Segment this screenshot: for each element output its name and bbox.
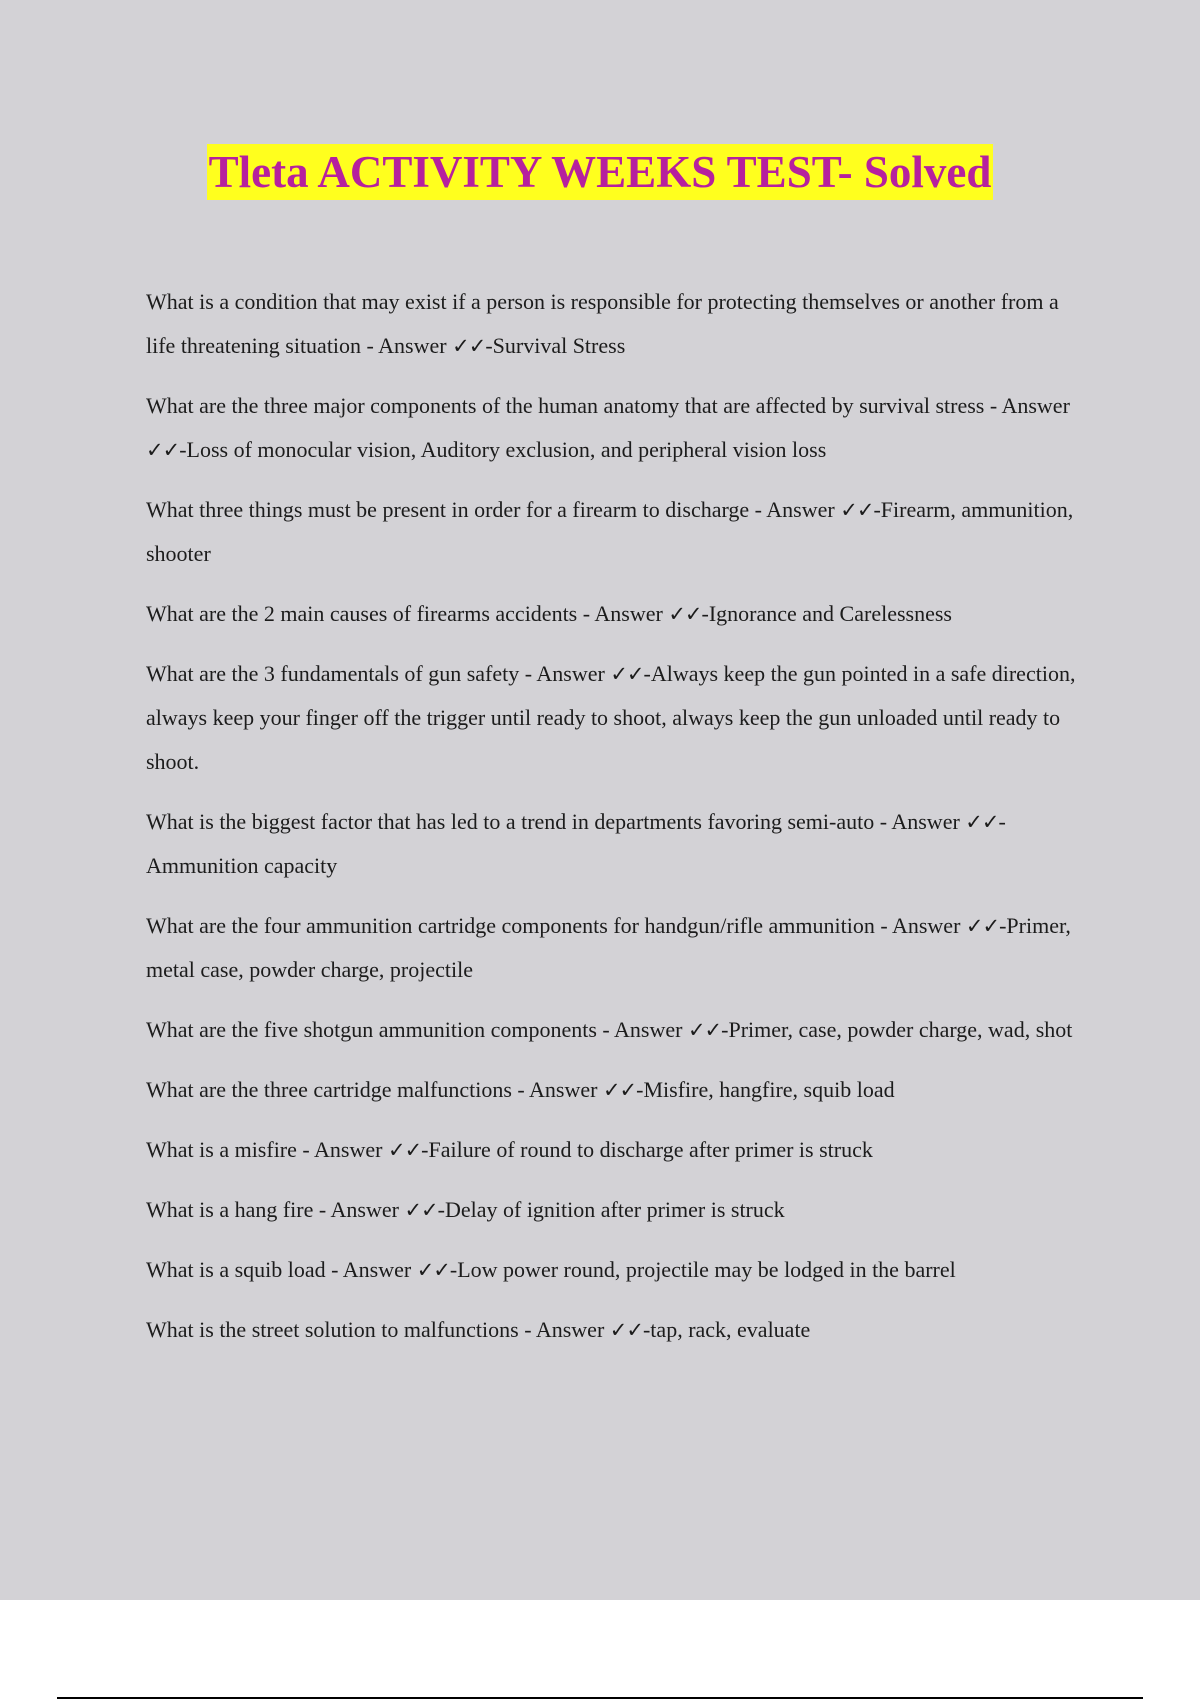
qa-item bbox=[146, 1068, 1086, 1112]
question-text: What is the biggest factor that has led to a trend in departments favoring semi-auto - bbox=[146, 809, 888, 834]
qa-item bbox=[146, 652, 1086, 784]
double-check-icon: ✓✓ bbox=[416, 1258, 450, 1282]
question-text: What is a misfire - bbox=[146, 1137, 310, 1162]
qa-list bbox=[146, 280, 1086, 1368]
answer-label: Answer bbox=[614, 1017, 683, 1042]
answer-label: Answer bbox=[594, 601, 663, 626]
answer-text: -Failure of round to discharge after primer is struck bbox=[421, 1137, 873, 1162]
double-check-icon: ✓✓ bbox=[387, 1138, 422, 1162]
answer-text: -Low power round, projectile may be lodged in the barrel bbox=[449, 1257, 956, 1282]
question-text: What is a squib load - bbox=[146, 1257, 339, 1282]
question-text: What are the five shotgun ammunition components - bbox=[146, 1017, 610, 1042]
qa-item bbox=[146, 488, 1086, 576]
answer-text: -Primer, metal case, powder charge, projectile bbox=[146, 913, 1071, 982]
double-check-icon: ✓✓ bbox=[840, 498, 874, 522]
answer-text: -Misfire, hangfire, squib load bbox=[636, 1077, 895, 1102]
answer-label: Answer bbox=[891, 809, 960, 834]
qa-item bbox=[146, 592, 1086, 636]
double-check-icon: ✓✓ bbox=[609, 1318, 643, 1342]
qa-item bbox=[146, 384, 1086, 472]
double-check-icon: ✓✓ bbox=[452, 334, 486, 358]
footer-divider bbox=[57, 1697, 1143, 1699]
answer-label: Answer bbox=[330, 1197, 399, 1222]
answer-label: Answer bbox=[535, 1317, 605, 1342]
question-text: What are the 2 main causes of firearms accidents - bbox=[146, 601, 591, 626]
qa-item bbox=[146, 800, 1086, 888]
question-text: What are the 3 fundamentals of gun safety - bbox=[146, 661, 533, 686]
answer-label: Answer bbox=[314, 1137, 383, 1162]
answer-text: -tap, rack, evaluate bbox=[642, 1317, 811, 1342]
answer-text: -Loss of monocular vision, Auditory exclusion, and peripheral vision loss bbox=[179, 437, 827, 462]
qa-item bbox=[146, 1308, 1086, 1352]
answer-text: -Always keep the gun pointed in a safe direction, always keep your finger off the trigger until ready to shoot, always keep the gun unloaded until ready to shoot. bbox=[146, 661, 1076, 774]
answer-text: -Ammunition capacity bbox=[146, 809, 1006, 878]
title-container bbox=[0, 144, 1200, 200]
qa-item bbox=[146, 280, 1086, 368]
double-check-icon: ✓✓ bbox=[687, 1018, 722, 1042]
answer-text: -Ignorance and Carelessness bbox=[701, 601, 952, 626]
double-check-icon: ✓✓ bbox=[668, 602, 702, 626]
question-text: What three things must be present in order for a firearm to discharge - bbox=[146, 497, 762, 522]
double-check-icon: ✓✓ bbox=[146, 438, 180, 462]
double-check-icon: ✓✓ bbox=[404, 1198, 438, 1222]
double-check-icon: ✓✓ bbox=[602, 1078, 637, 1102]
qa-item bbox=[146, 1008, 1086, 1052]
answer-text: -Firearm, ammunition, shooter bbox=[146, 497, 1074, 566]
answer-label: Answer bbox=[536, 661, 605, 686]
double-check-icon: ✓✓ bbox=[610, 662, 644, 686]
question-text: What is the street solution to malfunctions - bbox=[146, 1317, 532, 1342]
answer-label: Answer bbox=[342, 1257, 412, 1282]
answer-text: -Survival Stress bbox=[485, 333, 626, 358]
answer-text: -Delay of ignition after primer is struck bbox=[437, 1197, 785, 1222]
qa-item bbox=[146, 1128, 1086, 1172]
answer-label: Answer bbox=[529, 1077, 598, 1102]
answer-label: Answer bbox=[378, 333, 447, 358]
document-title: Tleta ACTIVITY WEEKS TEST- Solved bbox=[207, 144, 994, 200]
answer-label: Answer bbox=[891, 913, 961, 938]
qa-item bbox=[146, 1188, 1086, 1232]
double-check-icon: ✓✓ bbox=[965, 914, 1000, 938]
qa-item bbox=[146, 904, 1086, 992]
question-text: What are the three major components of the human anatomy that are affected by survival stress - bbox=[146, 393, 998, 418]
question-text: What is a condition that may exist if a person is responsible for protecting themselves or another from a life threatening situation - bbox=[146, 289, 1059, 358]
answer-label: Answer bbox=[766, 497, 835, 522]
answer-label: Answer bbox=[1001, 393, 1070, 418]
question-text: What are the four ammunition cartridge components for handgun/rifle ammunition - bbox=[146, 913, 888, 938]
double-check-icon: ✓✓ bbox=[965, 810, 999, 834]
answer-text: -Primer, case, powder charge, wad, shot bbox=[721, 1017, 1073, 1042]
question-text: What is a hang fire - bbox=[146, 1197, 327, 1222]
qa-item bbox=[146, 1248, 1086, 1292]
question-text: What are the three cartridge malfunctions - bbox=[146, 1077, 525, 1102]
